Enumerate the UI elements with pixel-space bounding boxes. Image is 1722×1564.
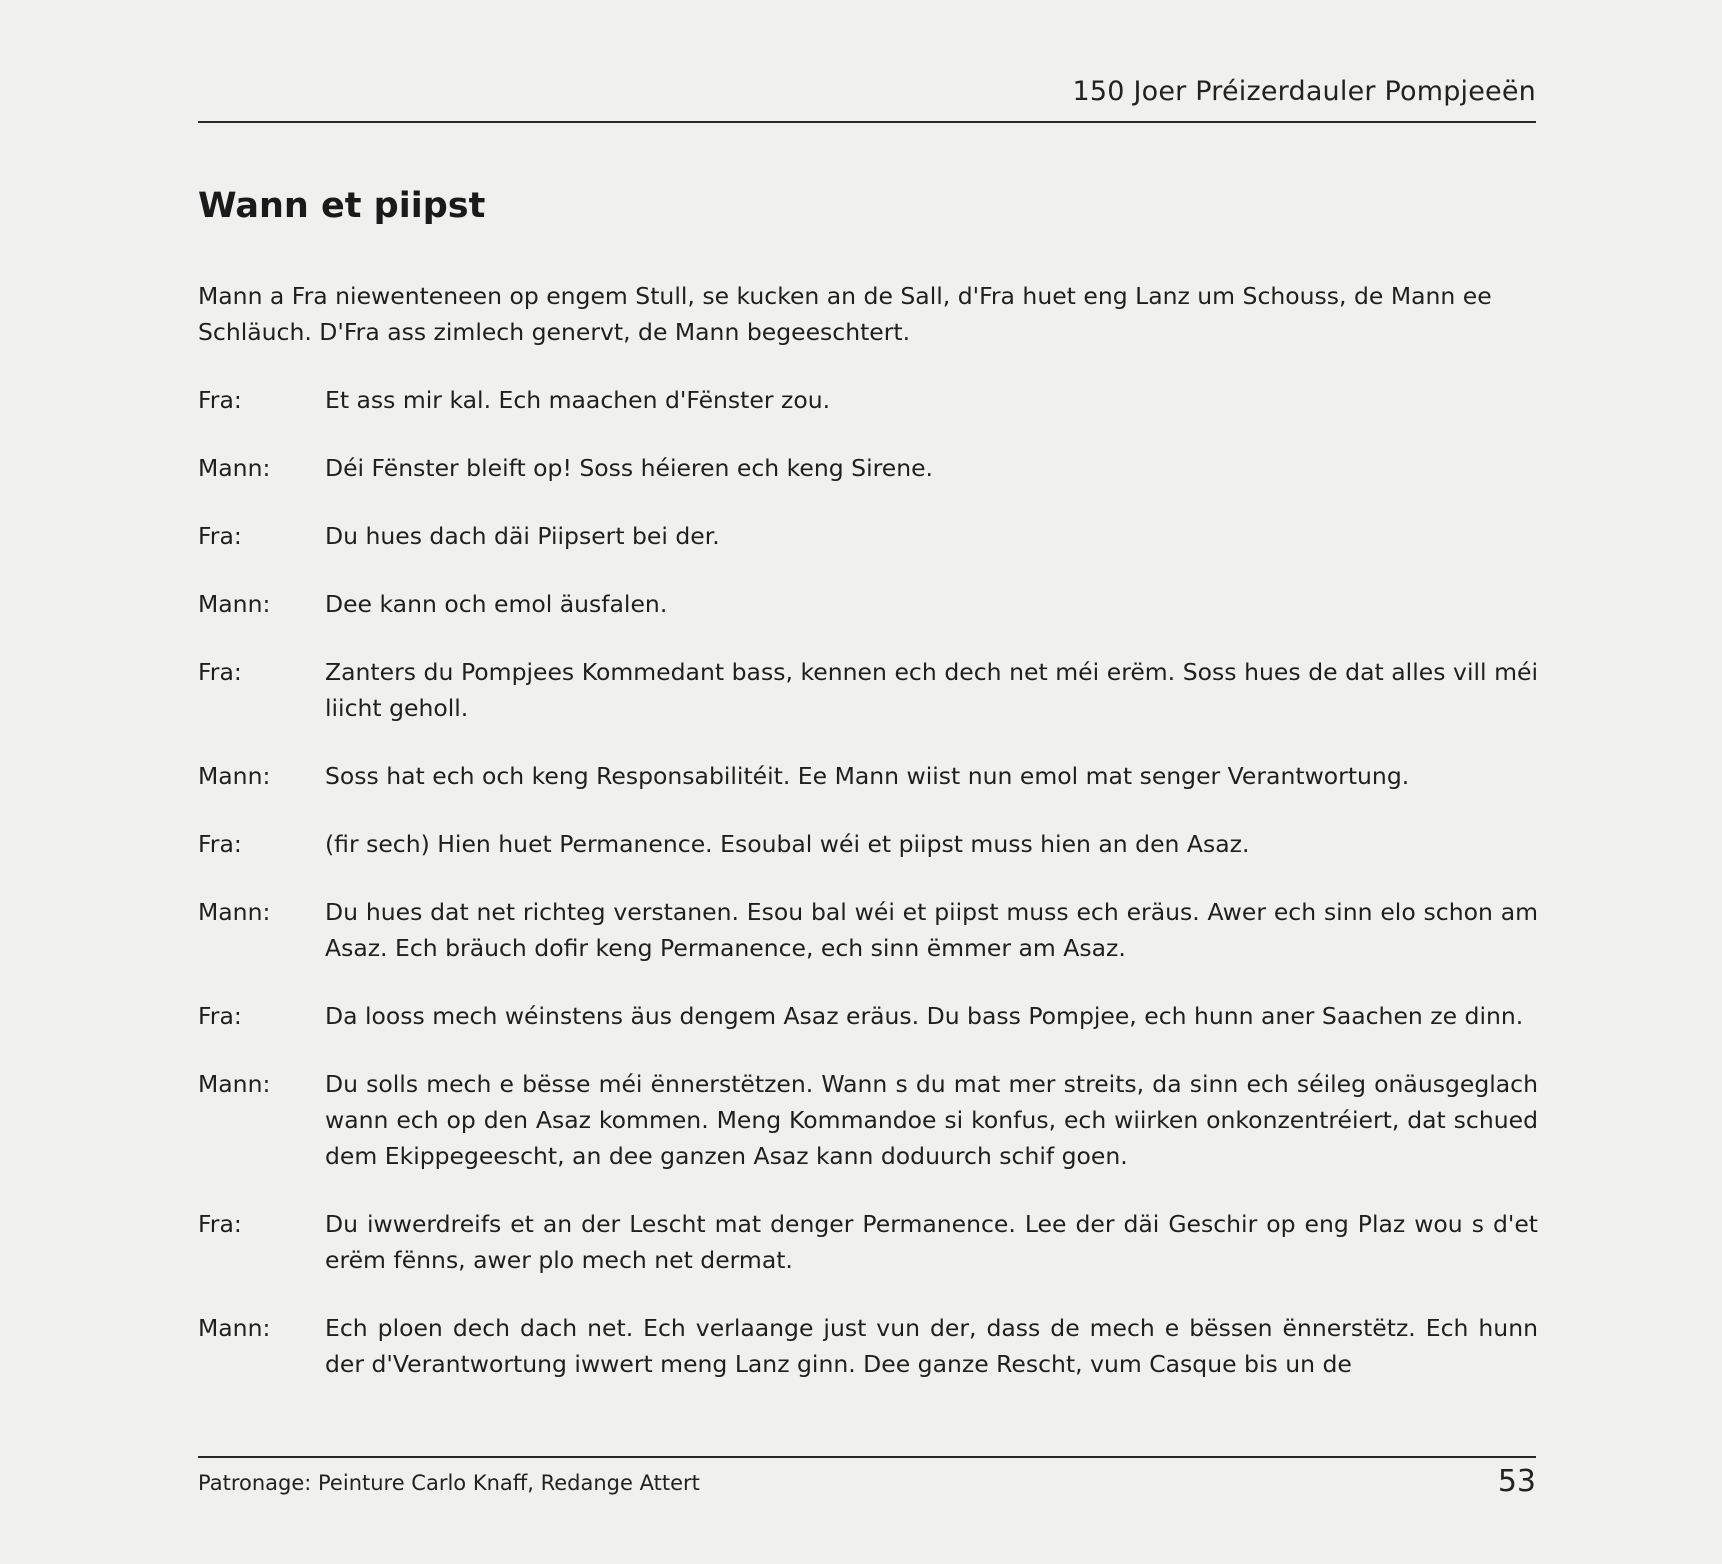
footer-rule <box>198 1456 1536 1458</box>
speech-text: Da looss mech wéinstens äus dengem Asaz eräus. Du bass Pompjee, ech hunn aner Saachen ze dinn. <box>325 1002 1524 1030</box>
stage-direction: Mann a Fra niewenteneen op engem Stull, se kucken an de Sall, d'Fra huet eng Lanz um Schouss, de Mann ee Schläuch. D'Fra ass zimlech genervt, de Mann begeeschtert. <box>198 282 1492 346</box>
running-header: 150 Joer Préizerdauler Pompjeeën <box>1072 76 1536 107</box>
speaker-label: Fra: <box>198 658 242 686</box>
speech-text: Du iwwerdreifs et an der Lescht mat denger Permanence. Lee der däi Geschir op eng Plaz wou s d'et erëm fënns, awer plo mech net dermat. <box>325 1210 1538 1274</box>
dialogue-line <box>198 894 1538 966</box>
speaker-label: Mann: <box>198 762 271 790</box>
speech-text: (fir sech) Hien huet Permanence. Esoubal wéi et piipst muss hien an den Asaz. <box>325 830 1250 858</box>
speaker-label: Fra: <box>198 830 242 858</box>
speech-text: Dee kann och emol äusfalen. <box>325 590 668 618</box>
dialogue-line <box>198 654 1538 726</box>
speaker-label: Mann: <box>198 454 271 482</box>
speaker-label: Fra: <box>198 522 242 550</box>
speaker-label: Fra: <box>198 386 242 414</box>
dialogue-line <box>198 1310 1538 1382</box>
article-title: Wann et piipst <box>198 186 486 226</box>
dialogue-line <box>198 1206 1538 1278</box>
speech-text: Zanters du Pompjees Kommedant bass, kennen ech dech net méi erëm. Soss hues de dat alles vill méi liicht geholl. <box>325 658 1538 722</box>
page-number: 53 <box>1497 1464 1536 1499</box>
dialogue-line <box>198 1066 1538 1174</box>
speaker-label: Fra: <box>198 1002 242 1030</box>
speech-text: Du hues dach däi Piipsert bei der. <box>325 522 720 550</box>
speaker-label: Mann: <box>198 590 271 618</box>
dialogue-line <box>198 998 1538 1034</box>
speaker-label: Fra: <box>198 1210 242 1238</box>
dialogue-line <box>198 518 1538 554</box>
dialogue-line <box>198 586 1538 622</box>
dialogue-line <box>198 450 1538 486</box>
dialogue-line <box>198 382 1538 418</box>
dialogue-line <box>198 758 1538 794</box>
dialogue <box>198 382 1538 1414</box>
dialogue-line <box>198 826 1538 862</box>
speaker-label: Mann: <box>198 1314 271 1342</box>
speech-text: Et ass mir kal. Ech maachen d'Fënster zou. <box>325 386 831 414</box>
footer-sponsor: Patronage: Peinture Carlo Knaff, Redange Attert <box>198 1471 700 1495</box>
speaker-label: Mann: <box>198 898 271 926</box>
speech-text: Ech ploen dech dach net. Ech verlaange just vun der, dass de mech e bëssen ënnerstëtz. Ech hunn der d'Verantwortung iwwert meng Lanz ginn. Dee ganze Rescht, vum Casque bis un de <box>325 1314 1538 1378</box>
speech-text: Déi Fënster bleift op! Soss héieren ech keng Sirene. <box>325 454 934 482</box>
speech-text: Soss hat ech och keng Responsabilitéit. Ee Mann wiist nun emol mat senger Verantwortung. <box>325 762 1410 790</box>
header-rule <box>198 121 1536 123</box>
speech-text: Du solls mech e bësse méi ënnerstëtzen. Wann s du mat mer streits, da sinn ech séileg onäusgeglach wann ech op den Asaz kommen. Meng Kommandoe si konfus, ech wiirken onkonzentréiert, dat schued dem Ekippegeescht, an dee ganzen Asaz kann doduurch schif goen. <box>325 1070 1538 1170</box>
speech-text: Du hues dat net richteg verstanen. Esou bal wéi et piipst muss ech eräus. Awer ech sinn elo schon am Asaz. Ech bräuch dofir keng Permanence, ech sinn ëmmer am Asaz. <box>325 898 1538 962</box>
speaker-label: Mann: <box>198 1070 271 1098</box>
